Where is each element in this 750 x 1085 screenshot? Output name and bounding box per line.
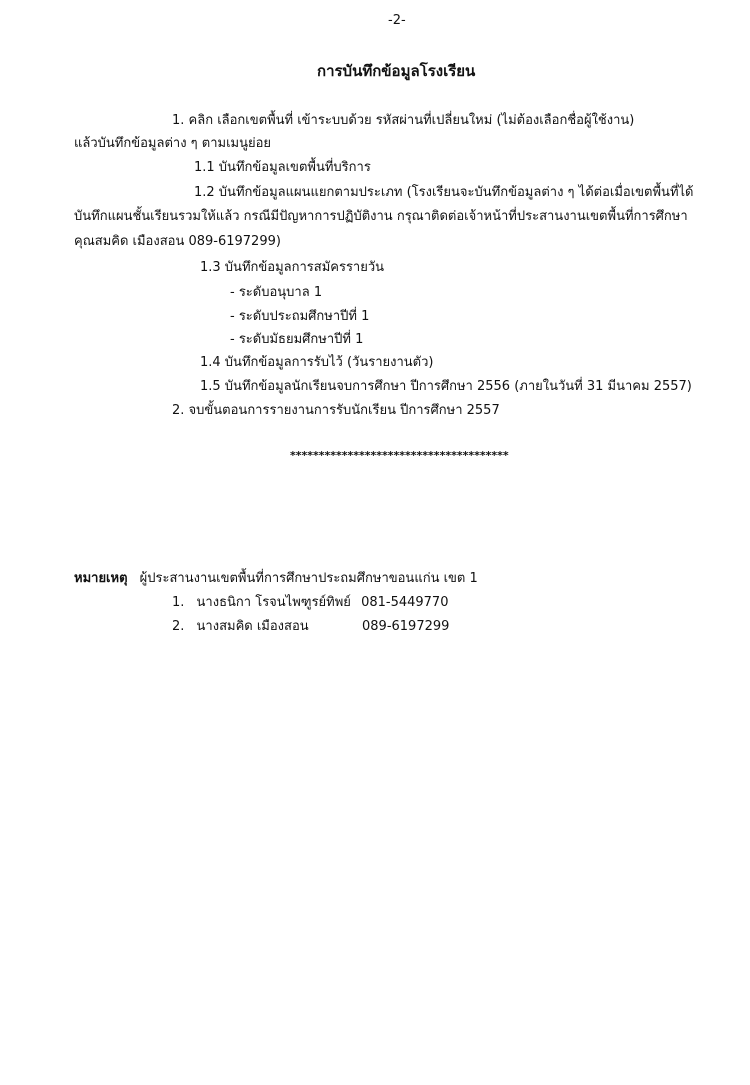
step-1-3-item-primary: - ระดับประถมศึกษาปีที่ 1 [230, 309, 370, 324]
step-1-3-item-kindergarten: - ระดับอนุบาล 1 [230, 285, 323, 300]
step-1-2-line-2: บันทึกแผนชั้นเรียนรวมให้แล้ว กรณีมีปัญหาการปฏิบัติงาน กรุณาติดต่อเจ้าหน้าที่ประสานงานเขตพื้นที่การศึกษา [74, 209, 688, 224]
step-1-5: 1.5 บันทึกข้อมูลนักเรียนจบการศึกษา ปีการศึกษา 2556 (ภายในวันที่ 31 มีนาคม 2557) [200, 379, 692, 394]
contact-name: นางสมคิด เมืองสอน [196, 619, 309, 634]
contact-index: 2. [172, 619, 185, 634]
step-2: 2. จบขั้นตอนการรายงานการรับนักเรียน ปีการศึกษา 2557 [172, 403, 500, 418]
step-1-2-line-1: 1.2 บันทึกข้อมูลแผนแยกตามประเภท (โรงเรียนจะบันทึกข้อมูลต่าง ๆ ได้ต่อเมื่อเขตพื้นที่ได้ [194, 185, 694, 200]
note-text: ผู้ประสานงานเขตพื้นที่การศึกษาประถมศึกษาขอนแก่น เขต 1 [139, 571, 478, 586]
step-1-4: 1.4 บันทึกข้อมูลการรับไว้ (วันรายงานตัว) [200, 355, 434, 370]
note-line [74, 570, 478, 588]
page-title: การบันทึกข้อมูลโรงเรียน [317, 62, 476, 80]
contact-2 [172, 618, 450, 636]
step-1-3-item-secondary: - ระดับมัธยมศึกษาปีที่ 1 [230, 332, 364, 347]
step-1-2-line-3: คุณสมคิด เมืองสอน 089-6197299) [74, 234, 281, 249]
note-label: หมายเหตุ [74, 571, 128, 586]
step-1-3: 1.3 บันทึกข้อมูลการสมัครรายวัน [200, 260, 385, 275]
separator-stars: ************************************** [290, 449, 509, 462]
page-number: -2- [388, 13, 406, 28]
step-1-1: 1.1 บันทึกข้อมูลเขตพื้นที่บริการ [194, 160, 371, 175]
step-1-line-1: 1. คลิก เลือกเขตพื้นที่ เข้าระบบด้วย รหัสผ่านที่เปลี่ยนใหม่ (ไม่ต้องเลือกชื่อผู้ใช้งาน) [172, 113, 635, 128]
contact-1 [172, 594, 448, 612]
contact-phone: 081-5449770 [361, 595, 449, 610]
contact-index: 1. [172, 595, 185, 610]
contact-phone: 089-6197299 [362, 619, 450, 634]
step-1-line-2: แล้วบันทึกข้อมูลต่าง ๆ ตามเมนูย่อย [74, 136, 272, 151]
contact-name: นางธนิกา โรจนไพฑูรย์ทิพย์ [196, 595, 351, 610]
